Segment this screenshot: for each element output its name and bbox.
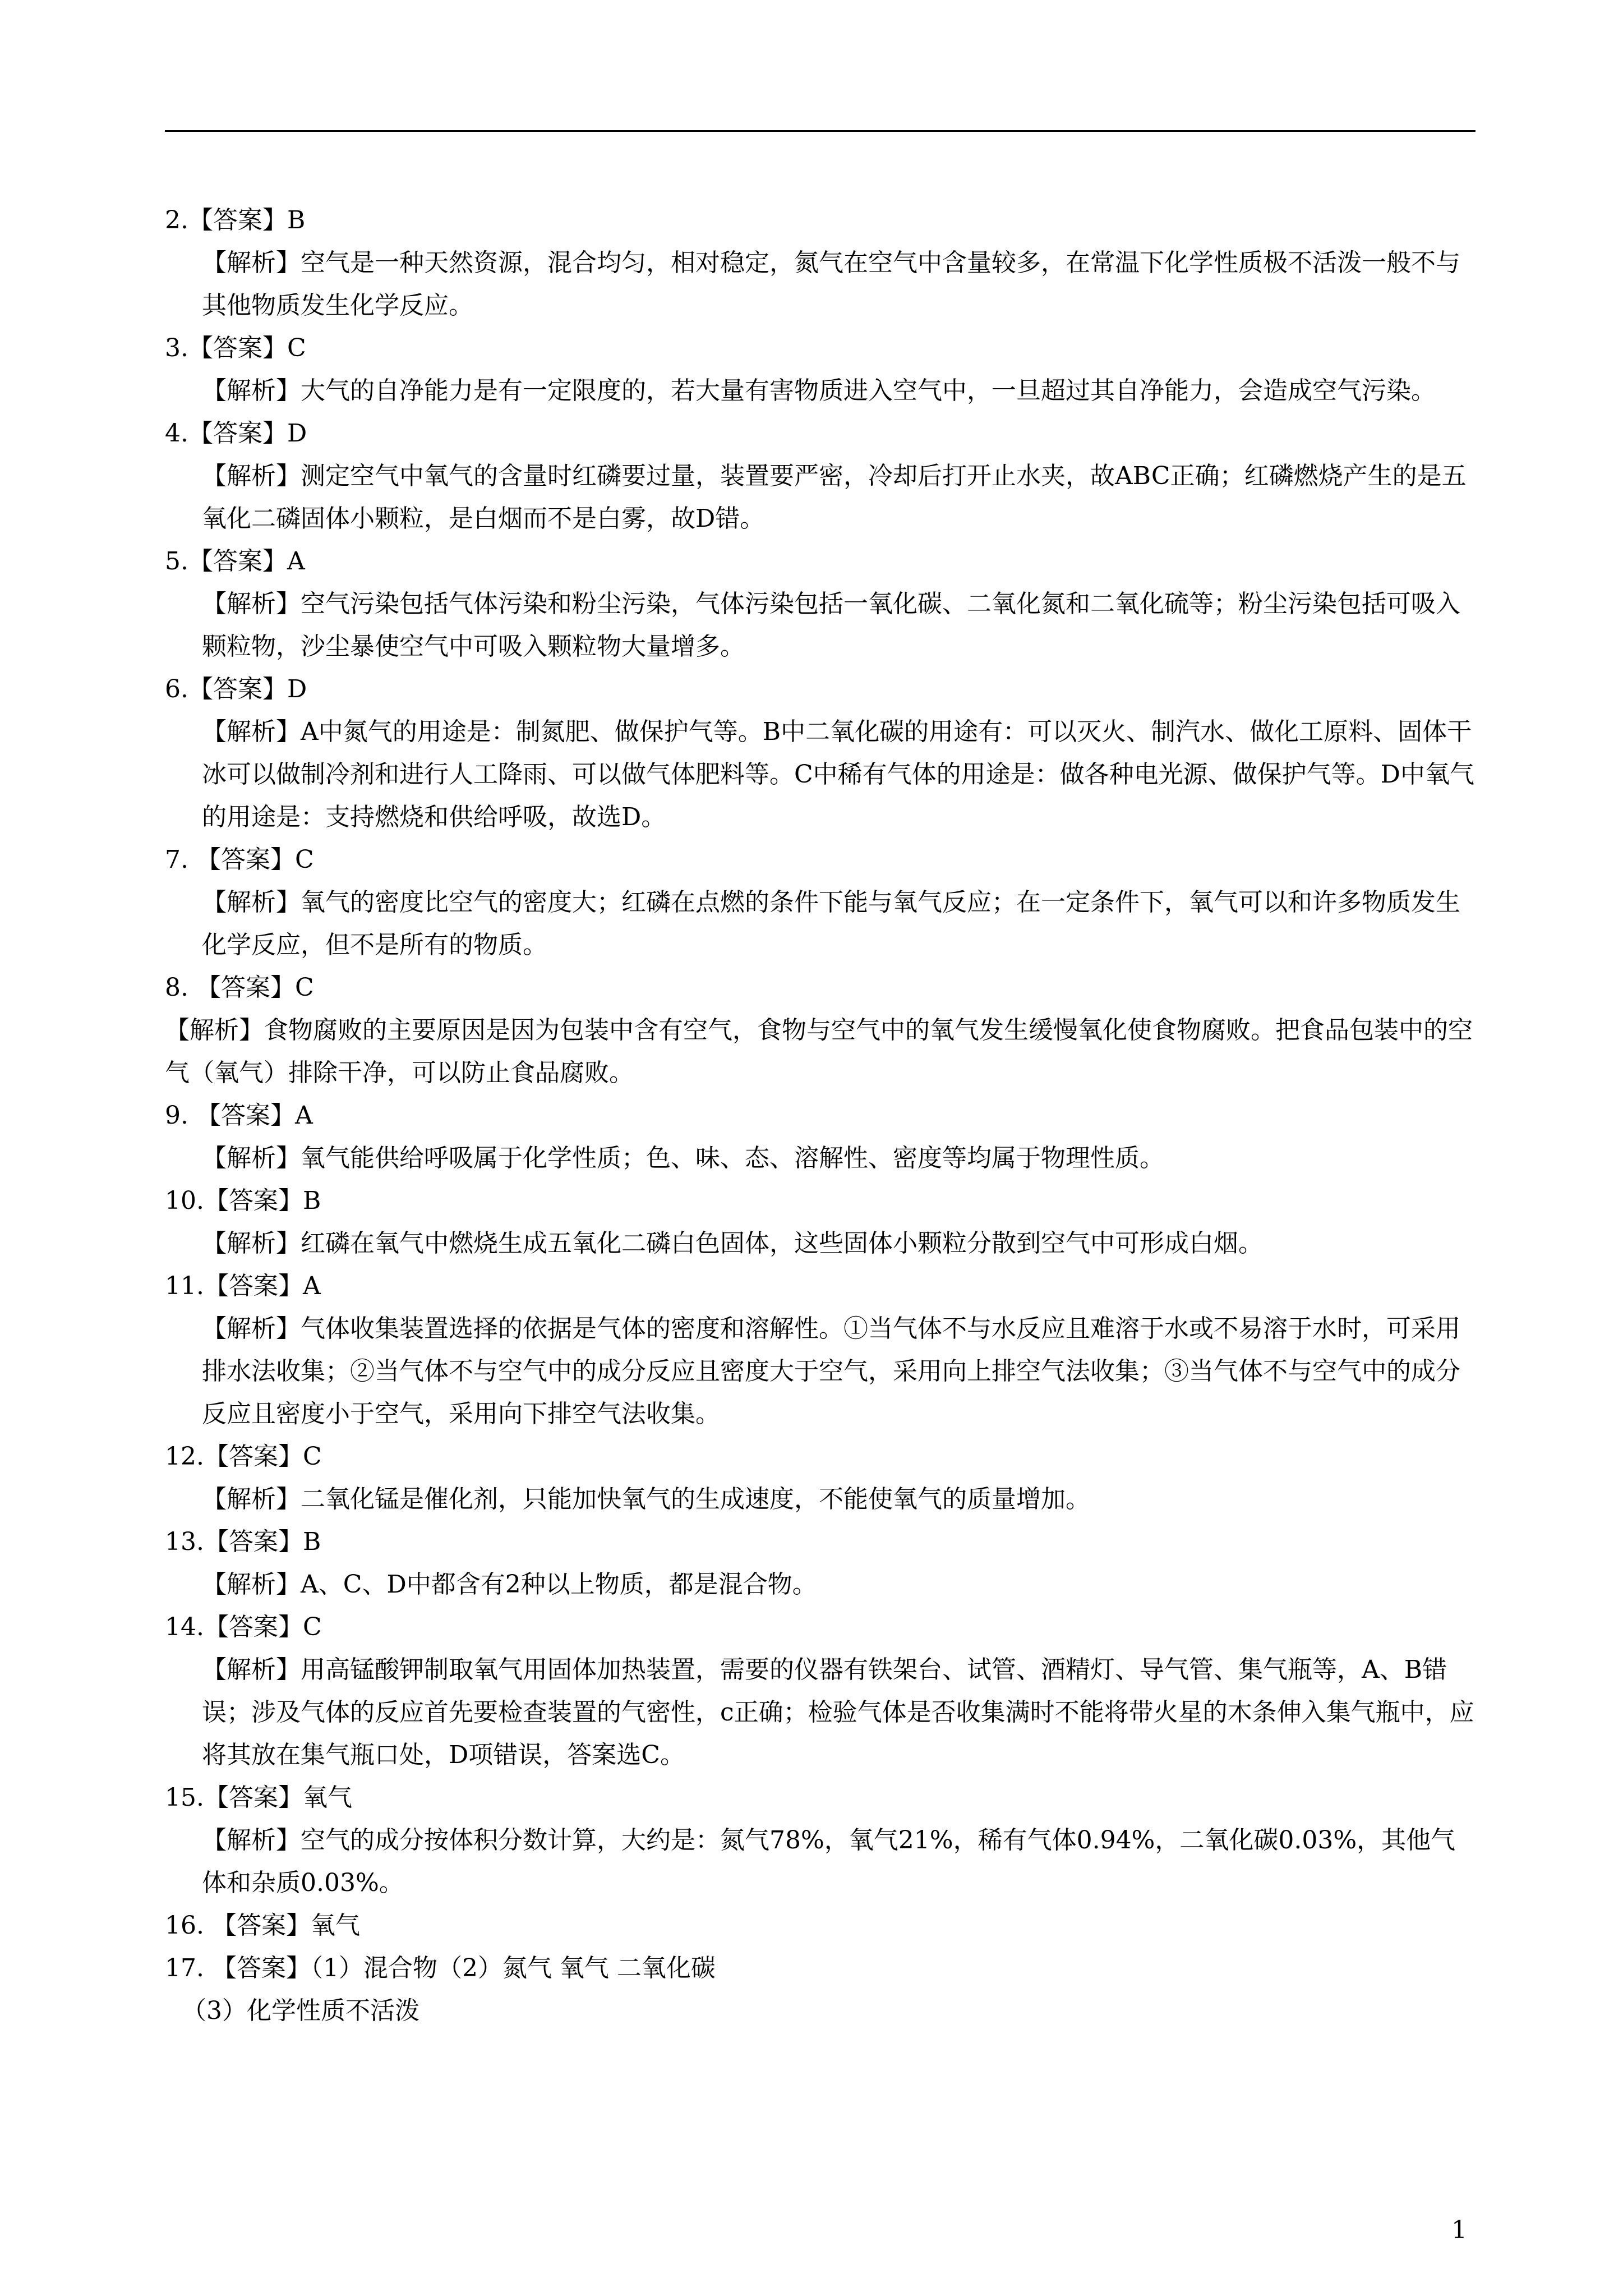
answer-5: 5.【答案】A: [165, 547, 305, 576]
answer-key: [165, 199, 1476, 2032]
answer-8: 8. 【答案】C: [165, 973, 314, 1002]
answer-3: 3.【答案】C: [165, 334, 306, 362]
answer-15: 15.【答案】氧气: [165, 1783, 352, 1812]
explanation-9: 【解析】氧气能供给呼吸属于化学性质；色、味、态、溶解性、密度等均属于物理性质。: [202, 1144, 1164, 1172]
answer-7: 7. 【答案】C: [165, 845, 314, 874]
explanation-17: （3）化学性质不活泼: [182, 1996, 419, 2025]
answer-16: 16. 【答案】氧气: [165, 1911, 360, 1940]
answer-12: 12.【答案】C: [165, 1442, 322, 1471]
explanation-4: 【解析】测定空气中氧气的含量时红磷要过量，装置要严密，冷却后打开止水夹，故ABC正确；红磷燃烧产生的是五氧化二磷固体小颗粒，是白烟而不是白雾，故D错。: [202, 462, 1467, 533]
answer-6: 6.【答案】D: [165, 675, 307, 703]
header-rule: [165, 130, 1476, 132]
explanation-11: 【解析】气体收集装置选择的依据是气体的密度和溶解性。①当气体不与水反应且难溶于水或不易溶于水时，可采用排水法收集；②当气体不与空气中的成分反应且密度大于空气，采用向上排空气法收集；③当气体不与空气中的成分反应且密度小于空气，采用向下排空气法收集。: [202, 1314, 1460, 1428]
explanation-7: 【解析】氧气的密度比空气的密度大；红磷在点燃的条件下能与氧气反应；在一定条件下，氧气可以和许多物质发生化学反应，但不是所有的物质。: [202, 888, 1460, 959]
explanation-8: 【解析】食物腐败的主要原因是因为包装中含有空气，食物与空气中的氧气发生缓慢氧化使食物腐败。把食品包装中的空气（氧气）排除干净，可以防止食品腐败。: [165, 1016, 1473, 1087]
answer-11: 11.【答案】A: [165, 1272, 321, 1300]
explanation-3: 【解析】大气的自净能力是有一定限度的，若大量有害物质进入空气中，一旦超过其自净能力，会造成空气污染。: [202, 376, 1436, 405]
explanation-12: 【解析】二氧化锰是催化剂，只能加快氧气的生成速度，不能使氧气的质量增加。: [202, 1485, 1090, 1513]
explanation-6: 【解析】A中氮气的用途是：制氮肥、做保护气等。B中二氧化碳的用途有：可以灭火、制汽水、做化工原料、固体干冰可以做制冷剂和进行人工降雨、可以做气体肥料等。C中稀有气体的用途是：做各种电光源、做保护气等。D中氧气的用途是：支持燃烧和供给呼吸，故选D。: [202, 717, 1474, 831]
explanation-2: 【解析】空气是一种天然资源，混合均匀，相对稳定，氮气在空气中含量较多，在常温下化学性质极不活泼一般不与其他物质发生化学反应。: [202, 249, 1460, 320]
answer-10: 10.【答案】B: [165, 1186, 321, 1215]
answer-4: 4.【答案】D: [165, 419, 307, 448]
answer-2: 2.【答案】B: [165, 206, 306, 234]
page-number: 1: [1451, 2216, 1467, 2244]
explanation-13: 【解析】A、C、D中都含有2种以上物质，都是混合物。: [202, 1570, 817, 1599]
answer-14: 14.【答案】C: [165, 1613, 322, 1641]
answer-17: 17. 【答案】（1）混合物（2）氮气 氧气 二氧化碳: [165, 1954, 716, 1982]
explanation-14: 【解析】用高锰酸钾制取氧气用固体加热装置，需要的仪器有铁架台、试管、酒精灯、导气管、集气瓶等，A、B错误；涉及气体的反应首先要检查装置的气密性，c正确；检验气体是否收集满时不能将带火星的木条伸入集气瓶中，应将其放在集气瓶口处，D项错误，答案选C。: [202, 1655, 1474, 1769]
explanation-10: 【解析】红磷在氧气中燃烧生成五氧化二磷白色固体，这些固体小颗粒分散到空气中可形成白烟。: [202, 1229, 1263, 1258]
explanation-5: 【解析】空气污染包括气体污染和粉尘污染，气体污染包括一氧化碳、二氧化氮和二氧化硫等；粉尘污染包括可吸入颗粒物，沙尘暴使空气中可吸入颗粒物大量增多。: [202, 590, 1460, 661]
explanation-15: 【解析】空气的成分按体积分数计算，大约是：氮气78%，氧气21%，稀有气体0.94%，二氧化碳0.03%，其他气体和杂质0.03%。: [202, 1826, 1456, 1897]
answer-13: 13.【答案】B: [165, 1527, 321, 1556]
answer-9: 9. 【答案】A: [165, 1101, 313, 1130]
